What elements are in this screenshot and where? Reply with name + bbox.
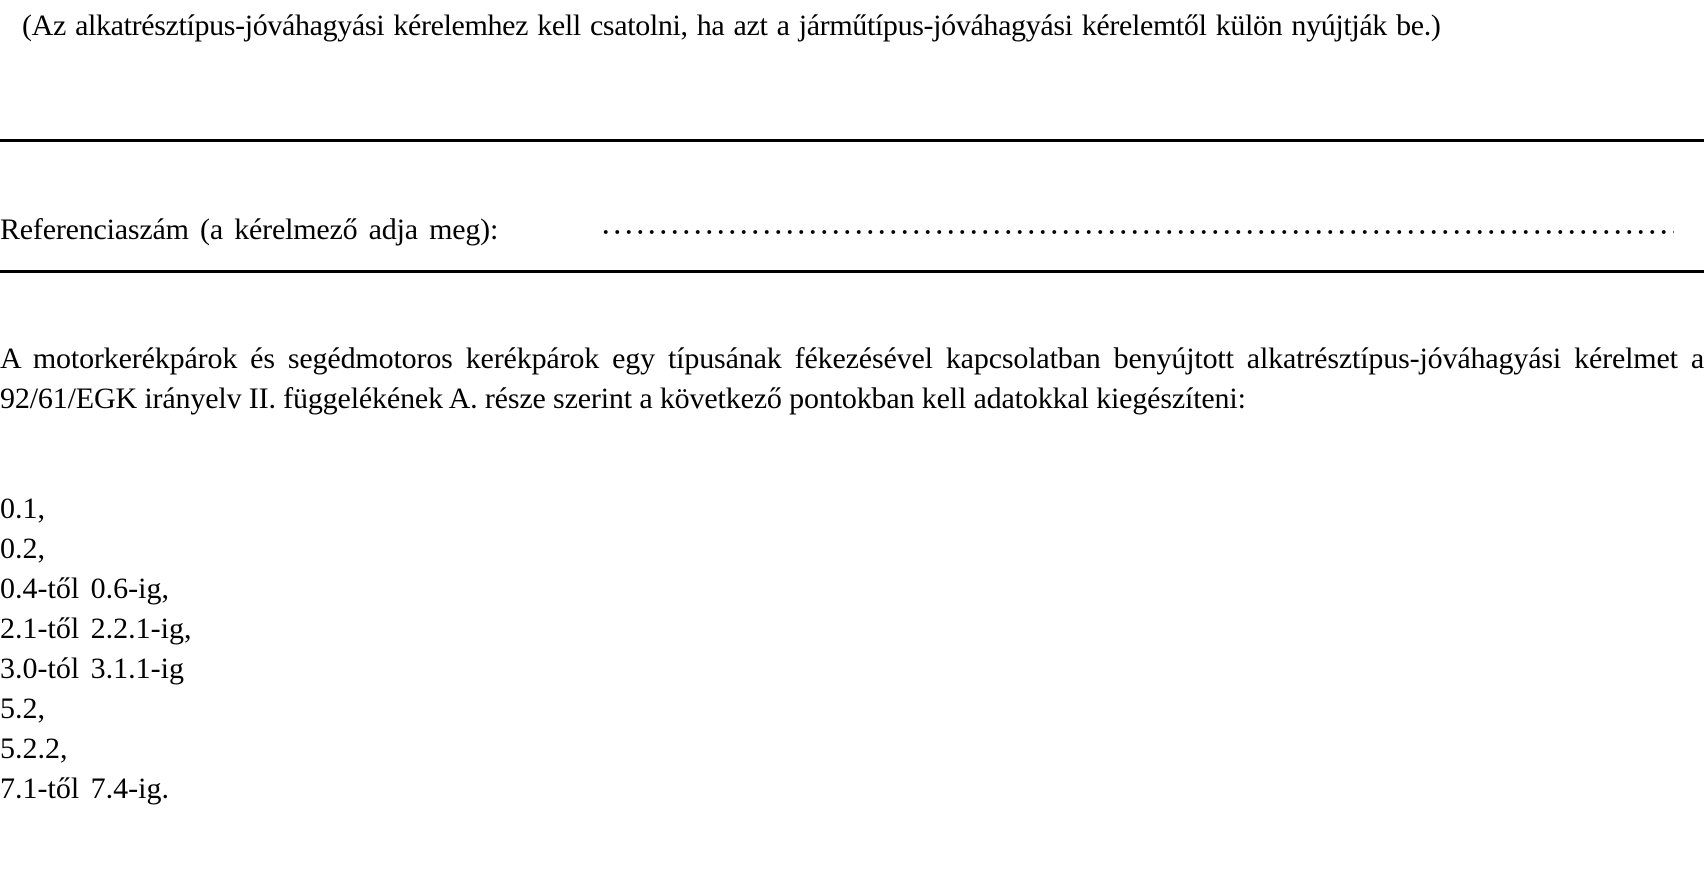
reference-label: Referenciaszám (a kérelmező adja meg): xyxy=(0,213,499,246)
list-item: 5.2.2, xyxy=(0,732,68,765)
top-divider xyxy=(0,139,1704,142)
list-item: 0.2, xyxy=(0,532,45,565)
list-item: 0.4-től 0.6-ig, xyxy=(0,572,169,605)
bottom-divider xyxy=(0,270,1704,273)
reference-dotted-fill xyxy=(600,216,1674,236)
section-reference-list xyxy=(0,489,192,809)
body-paragraph: A motorkerékpárok és segédmotoros kerékpárok egy típusának fékezésével kapcsolatban benyújtott alkatrésztípus-jóváhagyási kérelmet a 92/61/EGK irányelv II. függelékének A. része szerint a következő pontokban kell adatokkal kiegészíteni: xyxy=(0,342,1704,415)
list-item: 5.2, xyxy=(0,692,45,725)
intro-note: (Az alkatrésztípus-jóváhagyási kérelemhez kell csatolni, ha azt a járműtípus-jóváhagyási kérelemtől külön nyújtják be.) xyxy=(22,9,1441,42)
list-item: 3.0-tól 3.1.1-ig xyxy=(0,652,184,685)
list-item: 7.1-től 7.4-ig. xyxy=(0,772,169,805)
list-item: 0.1, xyxy=(0,492,45,525)
list-item: 2.1-től 2.2.1-ig, xyxy=(0,612,192,645)
